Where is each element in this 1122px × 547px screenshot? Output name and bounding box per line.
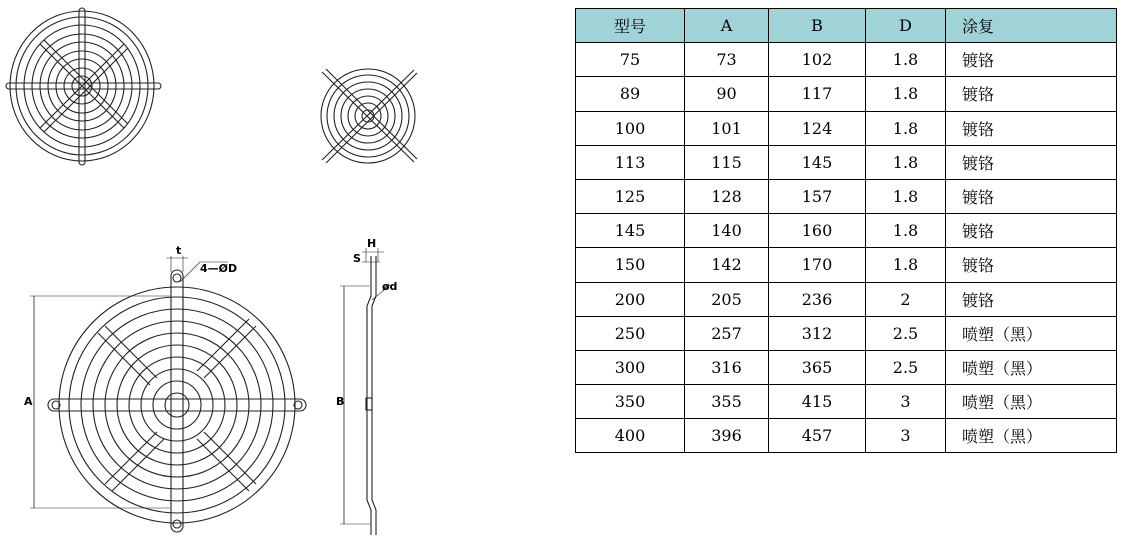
- cell-b: 157: [769, 179, 866, 213]
- dim-label-h: H: [367, 237, 377, 250]
- dim-label-s: S: [353, 252, 361, 265]
- cell-a: 101: [685, 111, 769, 145]
- cell-d: 1.8: [866, 145, 946, 179]
- table-row: [576, 43, 1117, 77]
- table-row: [576, 316, 1117, 350]
- cell-coating: 喷塑（黑）: [946, 419, 1117, 453]
- cell-coating: 镀铬: [946, 214, 1117, 248]
- cell-b: 312: [769, 316, 866, 350]
- cell-b: 102: [769, 43, 866, 77]
- cell-coating: 镀铬: [946, 77, 1117, 111]
- spec-table: [575, 8, 1117, 453]
- cell-d: 1.8: [866, 214, 946, 248]
- table-row: [576, 77, 1117, 111]
- cell-b: 145: [769, 145, 866, 179]
- cell-coating: 镀铬: [946, 145, 1117, 179]
- cell-coating: 喷塑（黑）: [946, 350, 1117, 384]
- cell-a: 140: [685, 214, 769, 248]
- cell-coating: 镀铬: [946, 43, 1117, 77]
- cell-b: 457: [769, 419, 866, 453]
- cell-d: 2.5: [866, 316, 946, 350]
- cell-model: 350: [576, 385, 685, 419]
- cell-a: 205: [685, 282, 769, 316]
- cell-b: 160: [769, 214, 866, 248]
- cell-d: 1.8: [866, 179, 946, 213]
- table-header-row: [576, 9, 1117, 43]
- cell-a: 142: [685, 248, 769, 282]
- fan-guard-iso-view-small: [321, 69, 417, 163]
- cell-model: 300: [576, 350, 685, 384]
- cell-d: 1.8: [866, 248, 946, 282]
- table-row: [576, 282, 1117, 316]
- cell-model: 75: [576, 43, 685, 77]
- cell-d: 3: [866, 385, 946, 419]
- cell-coating: 镀铬: [946, 248, 1117, 282]
- cell-model: 113: [576, 145, 685, 179]
- cell-d: 3: [866, 419, 946, 453]
- cell-b: 170: [769, 248, 866, 282]
- cell-d: 1.8: [866, 111, 946, 145]
- table-row: [576, 350, 1117, 384]
- cell-model: 250: [576, 316, 685, 350]
- cell-a: 128: [685, 179, 769, 213]
- cell-a: 90: [685, 77, 769, 111]
- dim-label-b: B: [336, 395, 345, 408]
- cell-coating: 喷塑（黑）: [946, 316, 1117, 350]
- cell-model: 200: [576, 282, 685, 316]
- cell-a: 115: [685, 145, 769, 179]
- table-row: [576, 385, 1117, 419]
- table-row: [576, 145, 1117, 179]
- cell-a: 73: [685, 43, 769, 77]
- cell-model: 125: [576, 179, 685, 213]
- dim-label-hole: 4—ØD: [200, 262, 238, 275]
- cell-d: 1.8: [866, 77, 946, 111]
- dim-label-d: ød: [382, 280, 398, 293]
- table-row: [576, 419, 1117, 453]
- fan-guard-iso-view-large: [6, 8, 161, 165]
- cell-b: 117: [769, 77, 866, 111]
- cell-a: 257: [685, 316, 769, 350]
- cell-coating: 喷塑（黑）: [946, 385, 1117, 419]
- cell-b: 415: [769, 385, 866, 419]
- table-row: [576, 179, 1117, 213]
- cell-b: 124: [769, 111, 866, 145]
- cell-d: 2: [866, 282, 946, 316]
- table-row: [576, 248, 1117, 282]
- cell-d: 2.5: [866, 350, 946, 384]
- cell-a: 316: [685, 350, 769, 384]
- cell-b: 236: [769, 282, 866, 316]
- header-b: B: [769, 9, 866, 43]
- dim-label-a: A: [24, 395, 33, 408]
- cell-model: 145: [576, 214, 685, 248]
- table-row: [576, 111, 1117, 145]
- cell-model: 150: [576, 248, 685, 282]
- cell-a: 396: [685, 419, 769, 453]
- table-row: [576, 214, 1117, 248]
- header-a: A: [685, 9, 769, 43]
- cell-coating: 镀铬: [946, 179, 1117, 213]
- cell-b: 365: [769, 350, 866, 384]
- cell-a: 355: [685, 385, 769, 419]
- cell-d: 1.8: [866, 43, 946, 77]
- header-d: D: [866, 9, 946, 43]
- cell-model: 89: [576, 77, 685, 111]
- dim-label-t: t: [176, 244, 182, 257]
- cell-model: 100: [576, 111, 685, 145]
- cell-model: 400: [576, 419, 685, 453]
- fan-guard-front-view: [30, 256, 306, 532]
- header-model: 型号: [576, 9, 685, 43]
- cell-coating: 镀铬: [946, 282, 1117, 316]
- cell-coating: 镀铬: [946, 111, 1117, 145]
- header-coating: 涂复: [946, 9, 1117, 43]
